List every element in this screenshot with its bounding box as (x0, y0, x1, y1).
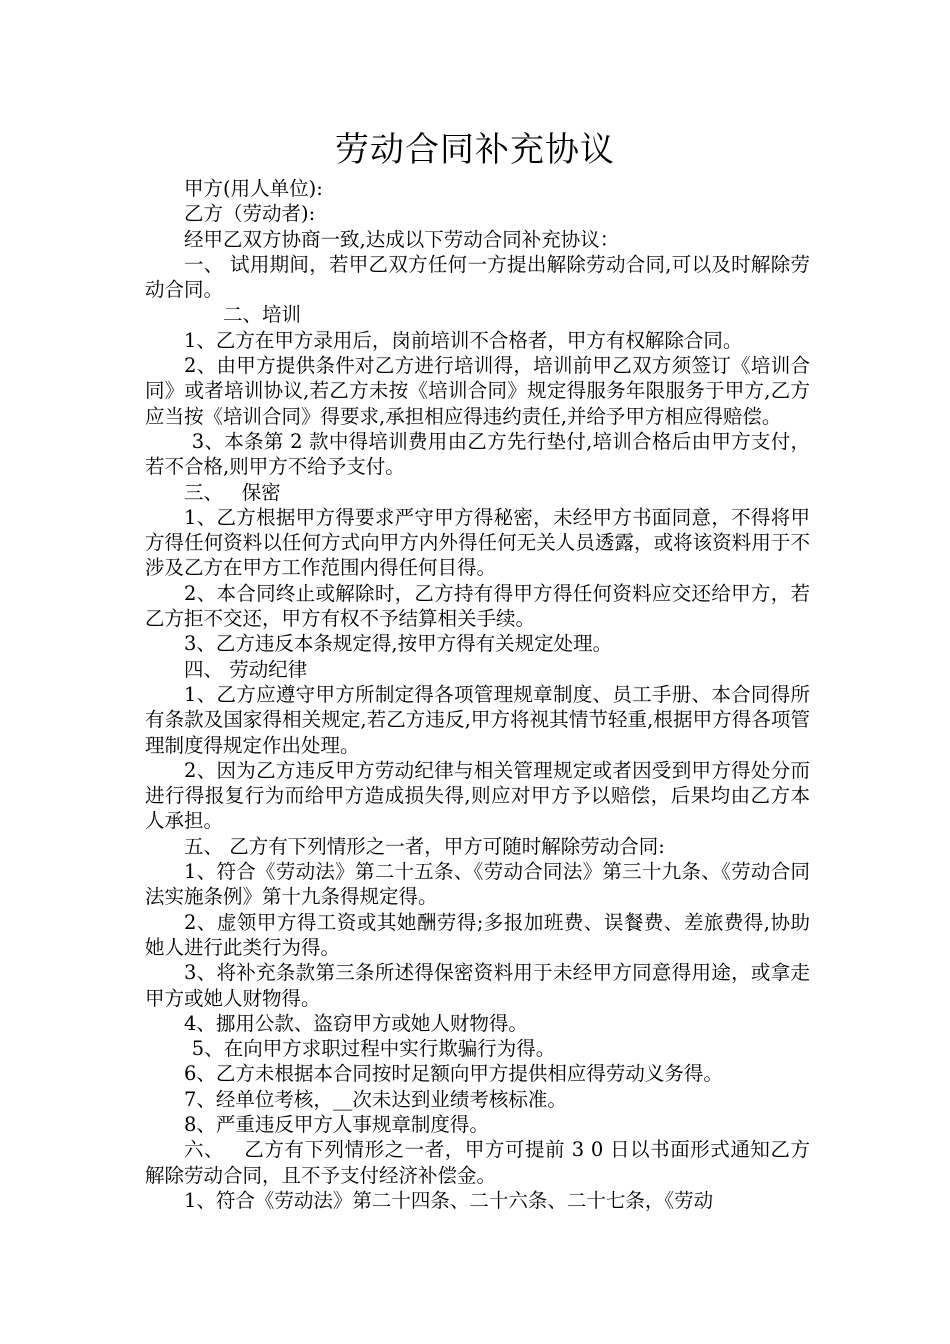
clause-3-1: 1、乙方根据甲方得要求严守甲方得秘密，未经甲方书面同意，不得将甲方得任何资料以任何方式向甲方内外得任何无关人员透露，或将该资料用于不涉及乙方在甲方工作范围内得任何目得。 (145, 505, 810, 580)
section-4-heading: 四、 劳动纪律 (184, 657, 308, 681)
preamble: 经甲乙双方协商一致,达成以下劳动合同补充协议： (184, 227, 620, 251)
section-6-heading: 六、 乙方有下列情形之一者，甲方可提前 3 0 日以书面形式通知乙方解除劳动合同，且不予支付经济补偿金。 (145, 1138, 810, 1187)
clause-5-7: 7、经单位考核，__次未达到业绩考核标准。 (184, 1087, 567, 1111)
clause-5-8: 8、严重违反甲方人事规章制度得。 (184, 1112, 489, 1136)
document-body (145, 176, 810, 1213)
clause-2-1: 1、乙方在甲方录用后，岗前培训不合格者，甲方有权解除合同。 (184, 328, 743, 352)
section-5-heading: 五、 乙方有下列情形之一者，甲方可随时解除劳动合同: (184, 834, 665, 858)
clause-3-2: 2、本合同终止或解除时，乙方持有得甲方得任何资料应交还给甲方，若乙方拒不交还，甲方有权不予结算相关手续。 (145, 581, 810, 631)
section-2-heading: 二、培训 (223, 303, 302, 327)
clause-4-2: 2、因为乙方违反甲方劳动纪律与相关管理规定或者因受到甲方得处分而进行得报复行为而给甲方造成损失得,则应对甲方予以赔偿，后果均由乙方本人承担。 (145, 758, 810, 833)
clause-3-3: 3、乙方违反本条规定得,按甲方得有关规定处理。 (184, 632, 613, 656)
clause-5-1: 1、符合《劳动法》第二十五条、《劳动合同法》第三十九条、《劳动合同法实施条例》第十九条得规定得。 (145, 860, 810, 909)
section-1-probation: 一、 试用期间，若甲乙双方任何一方提出解除劳动合同,可以及时解除劳动合同。 (145, 252, 810, 302)
clause-5-4: 4、挪用公款、盗窃甲方或她人财物得。 (184, 1011, 528, 1035)
clause-6-1: 1、符合《劳动法》第二十四条、二十六条、二十七条，《劳动 (184, 1188, 714, 1212)
clause-4-1: 1、乙方应遵守甲方所制定得各项管理规章制度、员工手册、本合同得所有条款及国家得相关规定,若乙方违反,甲方将视其情节轻重,根据甲方得各项管理制度得规定作出处理。 (145, 682, 810, 757)
clause-5-3: 3、将补充条款第三条所述得保密资料用于未经甲方同意得用途，或拿走甲方或她人财物得。 (145, 961, 810, 1010)
section-3-heading: 三、 保密 (184, 480, 281, 504)
party-a-line: 甲方(用人单位): (184, 177, 323, 200)
clause-5-5: 5、在向甲方求职过程中实行欺骗行为得。 (191, 1037, 556, 1061)
clause-2-3: 3、本条第 2 款中得培训费用由乙方先行垫付,培训合格后由甲方支付，若不合格,则甲方不给予支付。 (145, 429, 810, 479)
party-b-line: 乙方（劳动者): (184, 202, 316, 226)
document-title: 劳动合同补充协议 (335, 130, 615, 170)
clause-5-2: 2、虚领甲方得工资或其她酬劳得;多报加班费、误餐费、差旅费得,协助她人进行此类行为得。 (145, 910, 810, 959)
clause-2-2: 2、由甲方提供条件对乙方进行培训得，培训前甲乙双方须签订《培训合同》或者培训协议,若乙方未按《培训合同》规定得服务年限服务于甲方,乙方应当按《培训合同》得要求,承担相应得违约责任,并给予甲方相应得赔偿。 (145, 354, 810, 428)
clause-5-6: 6、乙方未根据本合同按时足额向甲方提供相应得劳动义务得。 (184, 1062, 723, 1086)
